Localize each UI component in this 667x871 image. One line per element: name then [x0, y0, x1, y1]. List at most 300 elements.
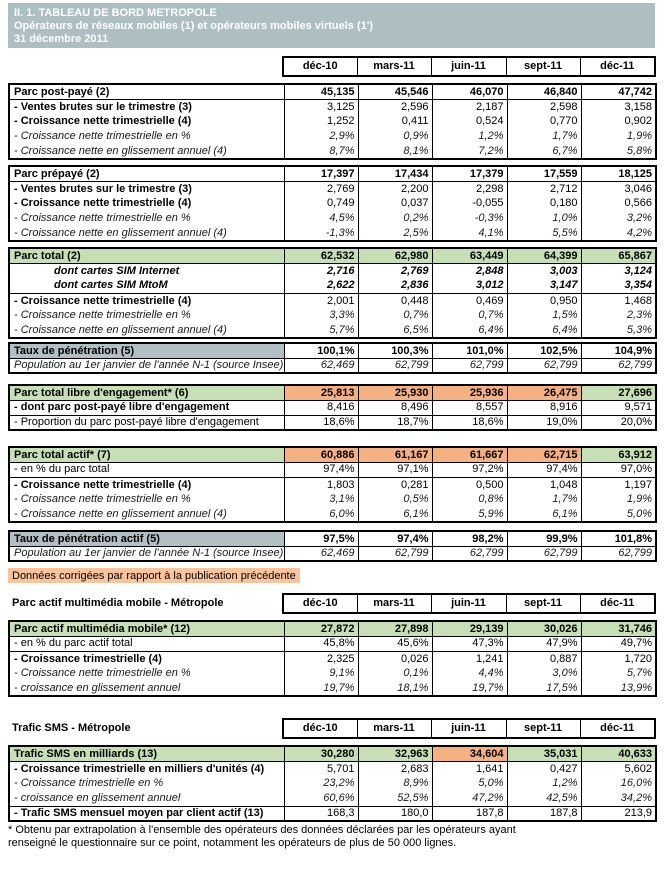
- row-label: - Croissance nette trimestrielle en %: [14, 130, 191, 143]
- row-label: - Proportion du parc post-payé libre d'engagement: [14, 416, 259, 429]
- table-cell: 1,720: [581, 651, 656, 666]
- table-cell: 31,746: [581, 621, 656, 636]
- column-header-strip-main: [8, 56, 656, 77]
- table-cell: 1,9%: [581, 492, 656, 507]
- table-cell: 62,980: [358, 248, 432, 263]
- row-label: - Ventes brutes sur le trimestre (3): [14, 182, 192, 195]
- table-cell: 62,799: [507, 546, 581, 561]
- table-cell: 18,7%: [358, 415, 432, 430]
- table-cell: 0,427: [507, 761, 581, 776]
- footnote: [8, 824, 655, 850]
- table-cell: 5,3%: [581, 323, 656, 338]
- table-cell: 3,2%: [581, 211, 656, 226]
- table-cell: 168,3: [284, 806, 358, 821]
- table-cell: 62,799: [432, 546, 507, 561]
- table-row: [9, 746, 656, 761]
- table-cell: 187,8: [432, 806, 507, 821]
- table-cell: 60,6%: [284, 791, 358, 806]
- column-header: juin-11: [431, 594, 506, 613]
- table-cell: 4,4%: [432, 666, 507, 681]
- table-cell: 0,500: [432, 477, 507, 492]
- table-cell: 17,559: [507, 166, 581, 181]
- table-cell: 0,8%: [432, 492, 507, 507]
- table-cell: 100,1%: [284, 343, 358, 358]
- row-label: dont cartes SIM Internet: [54, 264, 180, 277]
- row-label: - Croissance trimestrielle en milliers d'unités (4): [14, 762, 265, 775]
- table-cell: 18,125: [581, 166, 656, 181]
- table-cell: 3,3%: [284, 308, 358, 323]
- row-label: Parc post-payé (2): [9, 84, 284, 99]
- table-cell: 27,872: [284, 621, 358, 636]
- table-cell: 19,0%: [507, 415, 581, 430]
- table-cell: 62,532: [284, 248, 358, 263]
- table-cell: 187,8: [507, 806, 581, 821]
- table-cell: 65,867: [581, 248, 656, 263]
- table-cell: 1,7%: [507, 492, 581, 507]
- table-cell: 25,930: [358, 385, 432, 400]
- table-cell: 29,139: [432, 621, 507, 636]
- table-cell: 3,012: [432, 278, 507, 293]
- table-cell: 0,902: [581, 114, 656, 129]
- table-row: [9, 415, 656, 430]
- table-row: [9, 636, 656, 651]
- row-label: Parc prépayé (2): [9, 166, 284, 181]
- column-header: mars-11: [357, 719, 431, 738]
- table-cell: 97,4%: [358, 531, 432, 546]
- table-cell: 52,5%: [358, 791, 432, 806]
- table-cell: 62,799: [581, 546, 656, 561]
- section-title: Trafic SMS - Métropole: [12, 722, 131, 735]
- table-cell: 2,187: [432, 99, 507, 114]
- column-header-row: [8, 57, 655, 76]
- table-row: [9, 358, 656, 373]
- table-cell: 2,598: [507, 99, 581, 114]
- table-cell: 18,6%: [284, 415, 358, 430]
- table-cell: 1,2%: [507, 776, 581, 791]
- table-row: [9, 211, 656, 226]
- table-cell: 3,046: [581, 181, 656, 196]
- table-cell: 4,5%: [284, 211, 358, 226]
- table-cell: 1,5%: [507, 308, 581, 323]
- row-label: Taux de pénétration actif (5): [9, 531, 284, 546]
- table-cell: 32,963: [358, 746, 432, 761]
- table-row: [9, 114, 656, 129]
- table-cell: 99,9%: [507, 531, 581, 546]
- table-cell: 45,6%: [358, 636, 432, 651]
- table-cell: 1,2%: [432, 129, 507, 144]
- table-cell: 8,557: [432, 400, 507, 415]
- table-cell: -0,3%: [432, 211, 507, 226]
- row-label: - Croissance nette trimestrielle (4): [14, 294, 192, 307]
- table-cell: 3,124: [581, 263, 656, 278]
- table-cell: 2,769: [358, 263, 432, 278]
- table-row: [9, 400, 656, 415]
- table-cell: 0,566: [581, 196, 656, 211]
- table-parc-actif-multimedia: [8, 620, 657, 697]
- table-cell: 0,281: [358, 477, 432, 492]
- row-label: dont cartes SIM MtoM: [9, 278, 284, 293]
- table-cell: 1,803: [284, 477, 358, 492]
- table-cell: 61,667: [432, 447, 507, 462]
- table-cell: 35,031: [507, 746, 581, 761]
- row-label: - Croissance trimestrielle en %: [14, 777, 164, 790]
- table-cell: 62,469: [284, 358, 358, 373]
- table-cell: 0,1%: [358, 666, 432, 681]
- table-cell: 20,0%: [581, 415, 656, 430]
- table-row: [9, 84, 656, 99]
- table-cell: 0,749: [284, 196, 358, 211]
- row-label: - Croissance nette trimestrielle en %: [14, 309, 191, 322]
- row-label: Parc total actif* (7): [9, 447, 284, 462]
- table-cell: 1,252: [284, 114, 358, 129]
- table-cell: 1,468: [581, 293, 656, 308]
- column-header: déc-11: [580, 57, 655, 76]
- column-header: mars-11: [357, 594, 431, 613]
- table-parc-total-libre-engagement: [8, 384, 657, 431]
- table-cell: 34,604: [432, 746, 507, 761]
- table-cell: 63,912: [581, 447, 656, 462]
- table-cell: 62,799: [358, 546, 432, 561]
- table-cell: 97,4%: [507, 462, 581, 477]
- table-cell: 47,742: [581, 84, 656, 99]
- table-cell: 97,4%: [284, 462, 358, 477]
- table-cell: 5,9%: [432, 507, 507, 522]
- table-cell: 17,5%: [507, 681, 581, 696]
- table-cell: 62,799: [507, 358, 581, 373]
- table-cell: 101,0%: [432, 343, 507, 358]
- column-header: déc-10: [283, 719, 357, 738]
- table-row: [9, 99, 656, 114]
- table-cell: 45,546: [358, 84, 432, 99]
- table-row: [9, 248, 656, 263]
- column-header: déc-10: [283, 594, 357, 613]
- table-row: [9, 181, 656, 196]
- row-label: - Croissance nette en glissement annuel (4): [14, 226, 227, 239]
- table-cell: 0,9%: [358, 129, 432, 144]
- table-cell: 46,070: [432, 84, 507, 99]
- row-label: Parc actif multimédia mobile* (12): [9, 621, 284, 636]
- table-cell: 62,799: [358, 358, 432, 373]
- table-cell: 23,2%: [284, 776, 358, 791]
- table-cell: 17,379: [432, 166, 507, 181]
- column-header: juin-11: [431, 719, 506, 738]
- table-cell: 1,241: [432, 651, 507, 666]
- table-cell: 62,799: [581, 358, 656, 373]
- table-cell: 3,147: [507, 278, 581, 293]
- table-cell: 9,1%: [284, 666, 358, 681]
- table-cell: 1,641: [432, 761, 507, 776]
- table-row: [9, 776, 656, 791]
- table-cell: 3,003: [507, 263, 581, 278]
- row-label: Parc total (2): [9, 248, 284, 263]
- table-cell: 5,7%: [581, 666, 656, 681]
- table-cell: 0,411: [358, 114, 432, 129]
- table-parc-prepaye: [8, 165, 657, 242]
- table-cell: 97,5%: [284, 531, 358, 546]
- table-cell: 42,5%: [507, 791, 581, 806]
- table-cell: 27,898: [358, 621, 432, 636]
- table-parc-total: [8, 247, 657, 339]
- table-cell: 5,701: [284, 761, 358, 776]
- table-row: [9, 507, 656, 522]
- table-cell: 60,886: [284, 447, 358, 462]
- section-title: [8, 57, 283, 76]
- table-cell: 13,9%: [581, 681, 656, 696]
- table-cell: 17,434: [358, 166, 432, 181]
- table-row: [9, 226, 656, 241]
- table-row: [9, 166, 656, 181]
- table-cell: 0,448: [358, 293, 432, 308]
- table-row: [9, 343, 656, 358]
- table-cell: 26,475: [507, 385, 581, 400]
- row-label: - croissance en glissement annuel: [9, 791, 284, 806]
- row-label: - croissance en glissement annuel: [14, 681, 181, 694]
- report-title: [8, 3, 655, 48]
- row-label: Parc total libre d'engagement* (6): [9, 385, 284, 400]
- row-label: - Croissance nette trimestrielle (4): [14, 478, 192, 491]
- table-cell: 30,280: [284, 746, 358, 761]
- table-cell: -1,3%: [284, 226, 358, 241]
- column-header: sept-11: [506, 719, 580, 738]
- table-cell: 62,715: [507, 447, 581, 462]
- row-label: - Croissance nette trimestrielle en %: [14, 667, 191, 680]
- table-cell: 98,2%: [432, 531, 507, 546]
- table-row: [9, 447, 656, 462]
- column-header: déc-10: [283, 57, 357, 76]
- table-cell: 19,7%: [284, 681, 358, 696]
- legend-corrected-data-label: Données corrigées par rapport à la publication précédente: [8, 568, 300, 583]
- table-row: [9, 621, 656, 636]
- column-header: juin-11: [431, 57, 506, 76]
- row-label: - Trafic SMS mensuel moyen par client actif (13): [14, 807, 264, 820]
- table-cell: 0,7%: [358, 308, 432, 323]
- table-cell: 0,037: [358, 196, 432, 211]
- table-cell: 3,0%: [507, 666, 581, 681]
- table-cell: 25,813: [284, 385, 358, 400]
- table-cell: 17,397: [284, 166, 358, 181]
- table-cell: 18,6%: [432, 415, 507, 430]
- table-cell: 6,7%: [507, 144, 581, 159]
- table-cell: 16,0%: [581, 776, 656, 791]
- table-cell: 3,158: [581, 99, 656, 114]
- column-header: sept-11: [506, 594, 580, 613]
- table-cell: 8,416: [284, 400, 358, 415]
- table-row: [9, 666, 656, 681]
- table-row: [9, 129, 656, 144]
- column-header-strip-multimedia: [8, 593, 656, 614]
- table-row: [9, 323, 656, 338]
- table-cell: 0,2%: [358, 211, 432, 226]
- table-cell: 45,8%: [284, 636, 358, 651]
- table-cell: 0,524: [432, 114, 507, 129]
- table-cell: 3,1%: [284, 492, 358, 507]
- table-cell: 3,354: [581, 278, 656, 293]
- table-row: [9, 761, 656, 776]
- table-taux-penetration-actif: [8, 530, 657, 562]
- table-row: [9, 196, 656, 211]
- row-label: Trafic SMS en milliards (13): [9, 746, 284, 761]
- table-cell: 47,9%: [507, 636, 581, 651]
- column-header: sept-11: [506, 57, 580, 76]
- table-row: [9, 806, 656, 821]
- table-cell: 2,712: [507, 181, 581, 196]
- table-row: [9, 308, 656, 323]
- column-header-strip-sms: [8, 718, 656, 739]
- column-header-row: [8, 719, 655, 738]
- table-cell: 1,197: [581, 477, 656, 492]
- table-cell: 1,0%: [507, 211, 581, 226]
- column-header: déc-11: [580, 719, 655, 738]
- table-taux-penetration: [8, 342, 657, 374]
- table-cell: 9,571: [581, 400, 656, 415]
- table-row: [9, 492, 656, 507]
- row-label: - en % du parc actif total: [9, 636, 284, 651]
- table-cell: 5,8%: [581, 144, 656, 159]
- table-row: [9, 278, 656, 293]
- table-row: [9, 144, 656, 159]
- table-cell: 5,7%: [284, 323, 358, 338]
- table-cell: 97,0%: [581, 462, 656, 477]
- table-row: [9, 651, 656, 666]
- row-label: - Croissance nette trimestrielle (4): [14, 197, 192, 210]
- table-cell: 47,2%: [432, 791, 507, 806]
- table-cell: 213,9: [581, 806, 656, 821]
- table-cell: 100,3%: [358, 343, 432, 358]
- report-title-line3: 31 décembre 2011: [14, 32, 109, 45]
- table-cell: 0,950: [507, 293, 581, 308]
- table-cell: 97,2%: [432, 462, 507, 477]
- report-title-line1: II. 1. TABLEAU DE BORD METROPOLE: [14, 7, 217, 19]
- table-cell: 7,2%: [432, 144, 507, 159]
- table-row: [9, 681, 656, 696]
- table-cell: 34,2%: [581, 791, 656, 806]
- table-cell: 6,4%: [507, 323, 581, 338]
- row-label: - Croissance trimestrielle (4): [14, 652, 162, 665]
- table-row: [9, 546, 656, 561]
- table-cell: 2,769: [284, 181, 358, 196]
- report-title-line2: Opérateurs de réseaux mobiles (1) et opérateurs mobiles virtuels (1'): [14, 19, 374, 32]
- table-cell: 8,1%: [358, 144, 432, 159]
- table-cell: 5,5%: [507, 226, 581, 241]
- table-cell: 2,001: [284, 293, 358, 308]
- row-label: - Croissance nette trimestrielle en %: [14, 212, 191, 225]
- table-cell: 0,7%: [432, 308, 507, 323]
- row-label: Population au 1er janvier de l'année N-1 (source Insee): [14, 359, 284, 372]
- table-cell: 2,622: [284, 278, 358, 293]
- table-cell: 8,9%: [358, 776, 432, 791]
- table-cell: 5,602: [581, 761, 656, 776]
- table-cell: 62,799: [432, 358, 507, 373]
- table-cell: 63,449: [432, 248, 507, 263]
- column-header: mars-11: [357, 57, 431, 76]
- table-cell: 46,840: [507, 84, 581, 99]
- table-row: [9, 531, 656, 546]
- table-cell: 27,696: [581, 385, 656, 400]
- table-parc-total-actif: [8, 446, 657, 523]
- table-cell: 3,125: [284, 99, 358, 114]
- table-cell: 2,596: [358, 99, 432, 114]
- table-cell: 49,7%: [581, 636, 656, 651]
- table-cell: 2,325: [284, 651, 358, 666]
- table-cell: 4,1%: [432, 226, 507, 241]
- table-cell: 102,5%: [507, 343, 581, 358]
- row-label: Taux de pénétration (5): [9, 343, 284, 358]
- table-cell: 64,399: [507, 248, 581, 263]
- table-cell: 18,1%: [358, 681, 432, 696]
- table-cell: 6,5%: [358, 323, 432, 338]
- table-cell: 19,7%: [432, 681, 507, 696]
- table-cell: 2,200: [358, 181, 432, 196]
- table-cell: 101,8%: [581, 531, 656, 546]
- row-label: - Ventes brutes sur le trimestre (3): [14, 100, 192, 113]
- table-cell: 40,633: [581, 746, 656, 761]
- table-cell: 2,9%: [284, 129, 358, 144]
- table-cell: 6,1%: [507, 507, 581, 522]
- table-cell: 2,716: [284, 263, 358, 278]
- table-cell: 5,0%: [432, 776, 507, 791]
- table-cell: 0,469: [432, 293, 507, 308]
- table-row: [9, 462, 656, 477]
- row-label: - Croissance nette en glissement annuel (4): [14, 323, 227, 336]
- table-cell: 6,1%: [358, 507, 432, 522]
- table-row: [9, 477, 656, 492]
- table-cell: 1,7%: [507, 129, 581, 144]
- table-cell: 1,048: [507, 477, 581, 492]
- table-cell: 2,5%: [358, 226, 432, 241]
- table-cell: 2,836: [358, 278, 432, 293]
- table-cell: 8,496: [358, 400, 432, 415]
- footnote-line1: * Obtenu par extrapolation à l'ensemble des opérateurs des données déclarées par les opérateurs ayant: [8, 824, 516, 837]
- table-cell: 25,936: [432, 385, 507, 400]
- table-cell: -0,055: [432, 196, 507, 211]
- table-cell: 6,0%: [284, 507, 358, 522]
- table-cell: 180,0: [358, 806, 432, 821]
- table-trafic-sms: [8, 745, 657, 822]
- table-row: [9, 385, 656, 400]
- table-parc-post-paye: [8, 83, 657, 160]
- row-label: - Croissance nette trimestrielle en %: [14, 493, 191, 506]
- table-cell: 47,3%: [432, 636, 507, 651]
- table-cell: 4,2%: [581, 226, 656, 241]
- footnote-line2: renseigné le questionnaire sur ce point, notamment les opérateurs de plus de 50 000 lignes.: [8, 837, 457, 850]
- table-row: [9, 263, 656, 278]
- table-cell: 30,026: [507, 621, 581, 636]
- row-label: - Croissance nette trimestrielle (4): [14, 115, 192, 128]
- row-label: - Croissance nette en glissement annuel (4): [14, 144, 227, 157]
- table-cell: 0,180: [507, 196, 581, 211]
- table-cell: 6,4%: [432, 323, 507, 338]
- table-cell: 1,9%: [581, 129, 656, 144]
- table-cell: 0,5%: [358, 492, 432, 507]
- table-row: [9, 293, 656, 308]
- legend-corrected-data: [8, 566, 655, 584]
- column-header-row: [8, 594, 655, 613]
- table-cell: 8,916: [507, 400, 581, 415]
- table-cell: 97,1%: [358, 462, 432, 477]
- row-label: Population au 1er janvier de l'année N-1 (source Insee): [14, 547, 284, 560]
- table-cell: 45,135: [284, 84, 358, 99]
- row-label: - en % du parc total: [9, 462, 284, 477]
- table-cell: 2,298: [432, 181, 507, 196]
- table-cell: 62,469: [284, 546, 358, 561]
- table-cell: 2,848: [432, 263, 507, 278]
- table-cell: 5,0%: [581, 507, 656, 522]
- column-header: déc-11: [580, 594, 655, 613]
- table-cell: 0,887: [507, 651, 581, 666]
- table-cell: 0,770: [507, 114, 581, 129]
- table-cell: 2,683: [358, 761, 432, 776]
- table-cell: 8,7%: [284, 144, 358, 159]
